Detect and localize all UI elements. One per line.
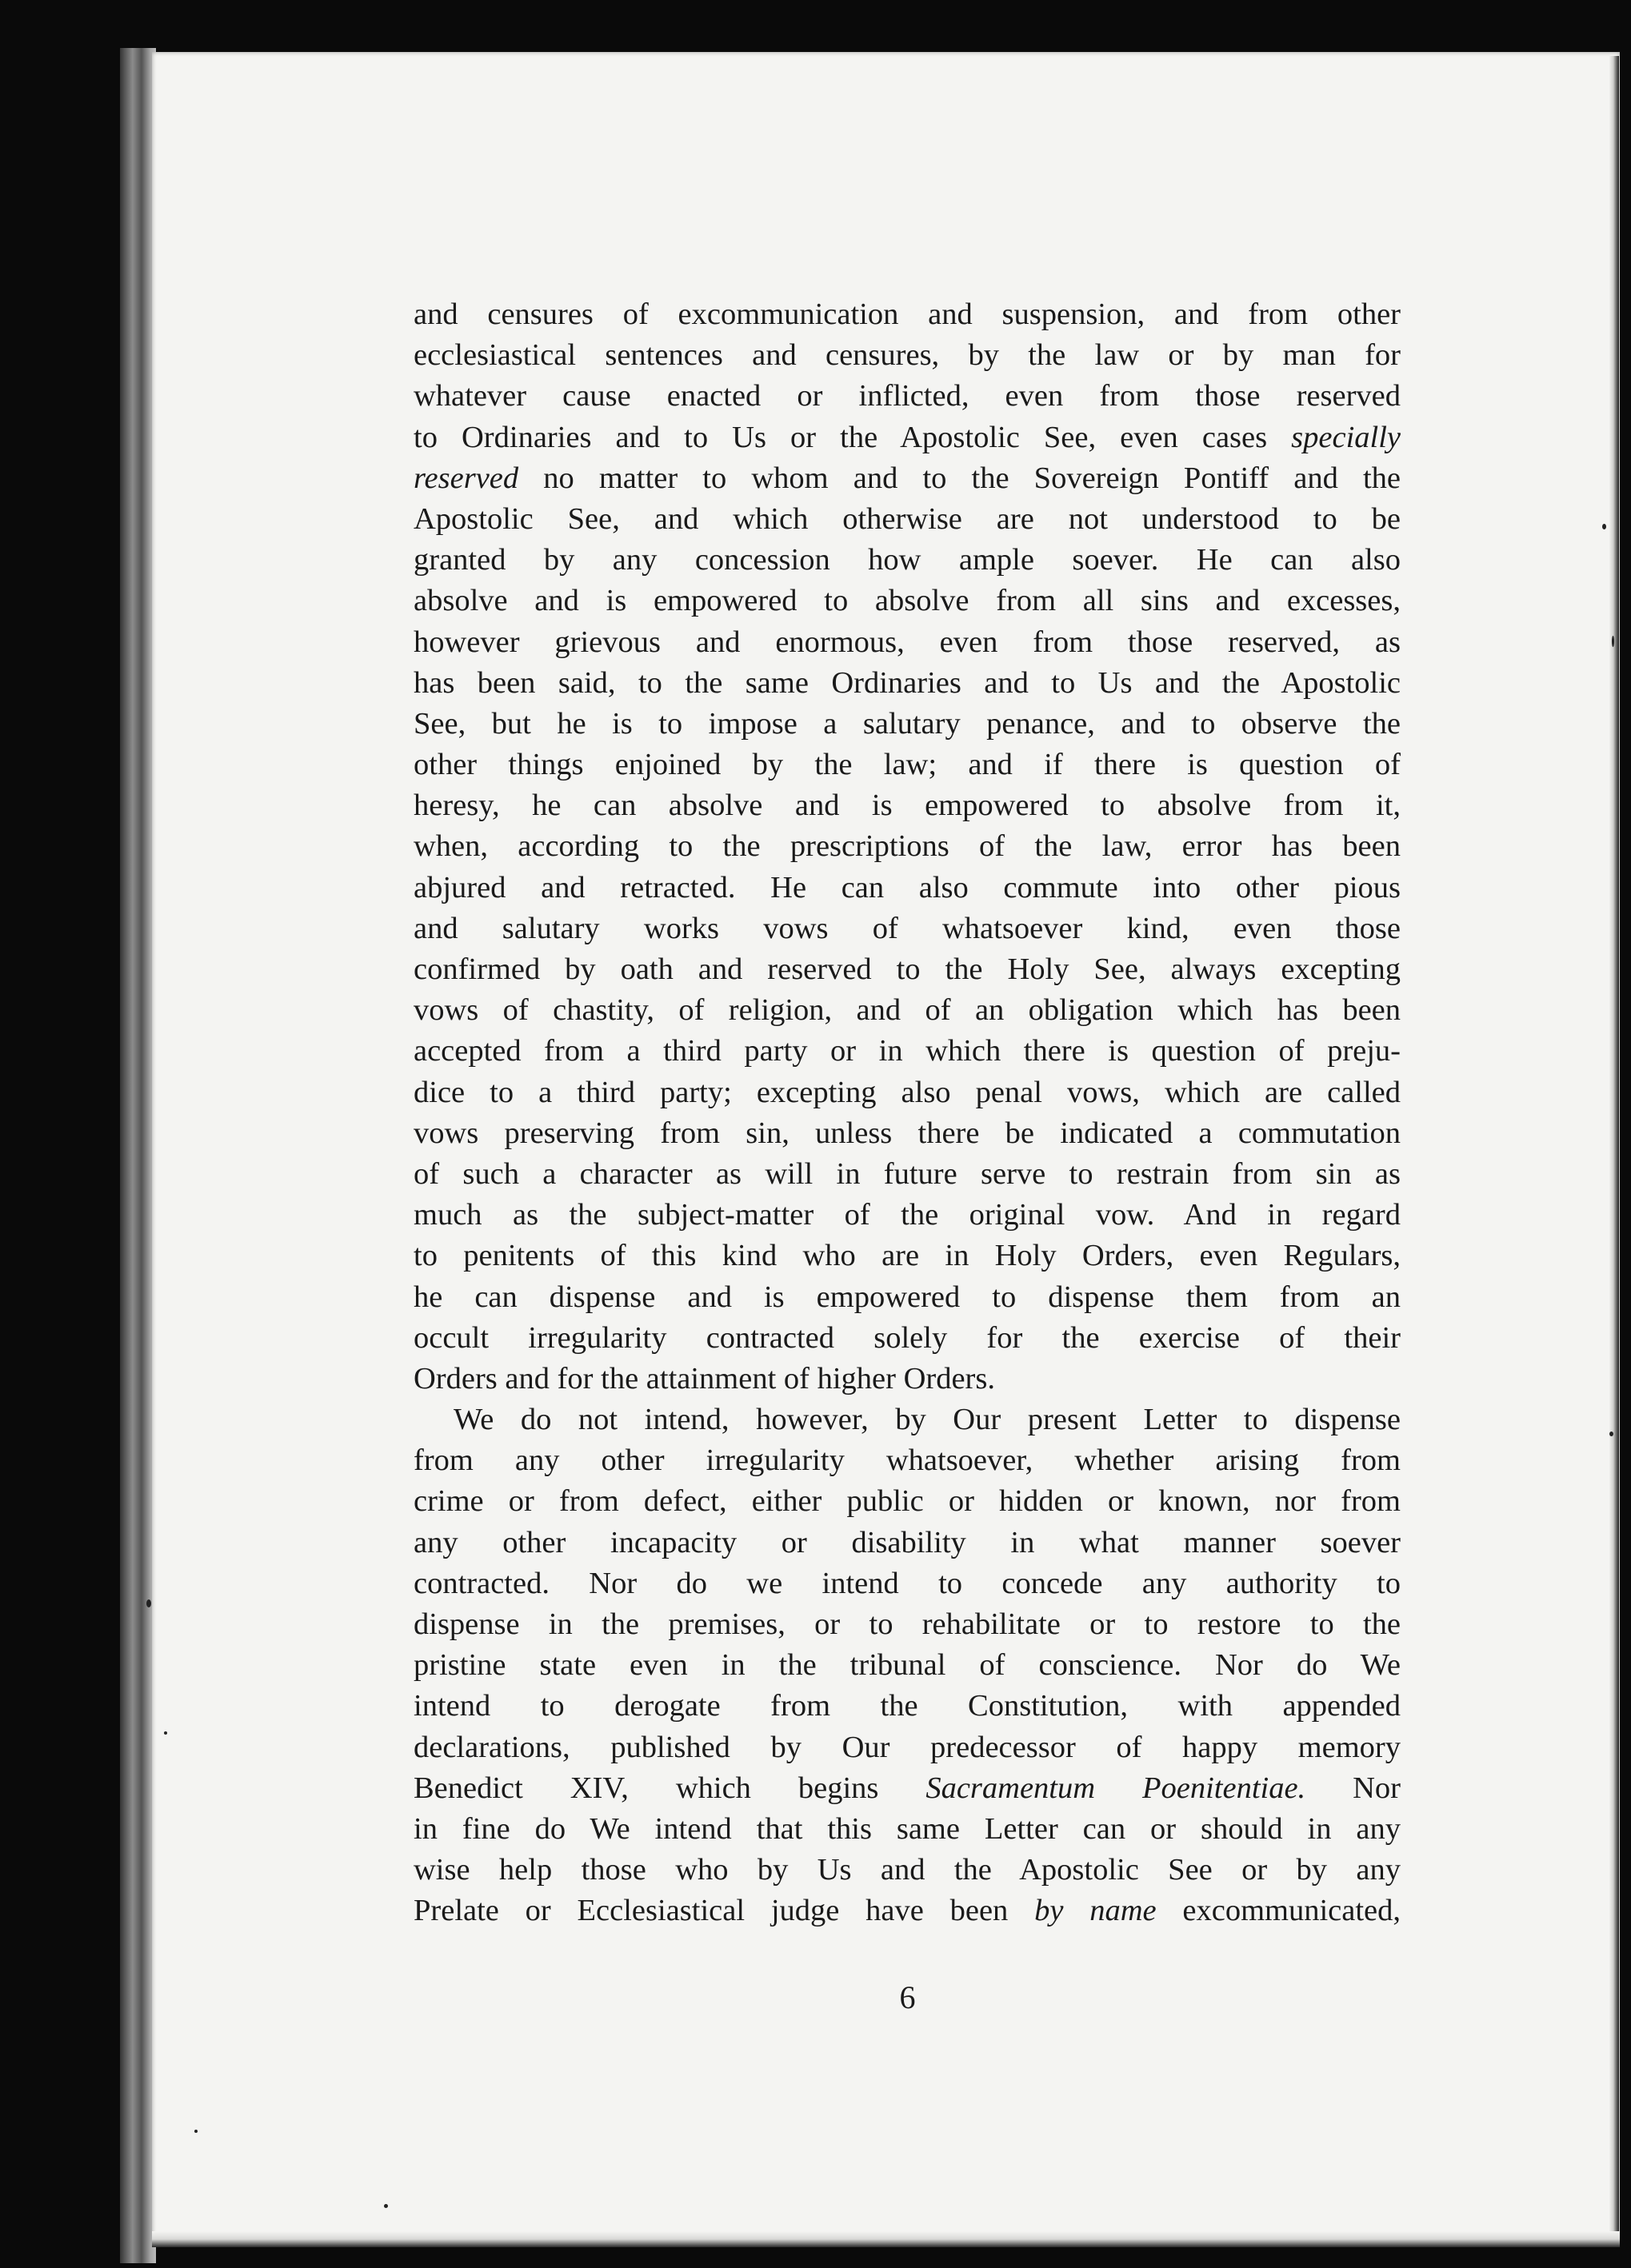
text-line: reserved no matter to whom and to the Sovereign Pontiff and the [414,461,1401,495]
text-line: Prelate or Ecclesiastical judge have been by name excommunicated, [414,1894,1401,1928]
page-right-edge [1609,56,1619,2247]
text-line: Benedict XIV, which begins Sacramentum Poenitentiae. Nor [414,1771,1401,1805]
text-line: of such a character as will in future serve to restrain from sin as [414,1156,1401,1191]
text-line: accepted from a third party or in which there is question of preju- [414,1034,1401,1068]
text-line: dispense in the premises, or to rehabilitate or to restore to the [414,1607,1401,1641]
text-line: and salutary works vows of whatsoever kind, even those [414,911,1401,945]
text-line: has been said, to the same Ordinaries and to Us and the Apostolic [414,665,1401,700]
scan-speck [384,2204,388,2208]
scan-speck [1612,636,1614,647]
text-line: he can dispense and is empowered to dispense them from an [414,1280,1401,1314]
scan-speck [194,2130,198,2133]
text-line: Apostolic See, and which otherwise are not understood to be [414,501,1401,536]
text-line: whatever cause enacted or inflicted, even from those reserved [414,379,1401,413]
text-line: vows of chastity, of religion, and of an obligation which has been [414,993,1401,1028]
text-line: wise help those who by Us and the Apostolic See or by any [414,1853,1401,1887]
italic-emphasis: Sacramentum Poenitentiae. [925,1771,1306,1805]
text-line: and censures of excommunication and suspension, and from other [414,297,1401,331]
text-line: much as the subject-matter of the original vow. And in regard [414,1198,1401,1232]
text-line: dice to a third party; excepting also penal vows, which are called [414,1075,1401,1109]
text-line: contracted. Nor do we intend to concede any authority to [414,1566,1401,1600]
italic-emphasis: specially [1291,420,1401,454]
text-line: absolve and is empowered to absolve from all sins and excesses, [414,584,1401,618]
text-line: See, but he is to impose a salutary penance, and to observe the [414,706,1401,741]
text-line: any other incapacity or disability in what manner soever [414,1525,1401,1559]
text-line: from any other irregularity whatsoever, whether arising from [414,1443,1401,1478]
text-line: however grievous and enormous, even from those reserved, as [414,625,1401,659]
book-spine [120,48,156,2263]
paragraph-first-line: We do not intend, however, by Our present Letter to dispense [454,1403,1401,1437]
text-line: declarations, published by Our predecessor of happy memory [414,1730,1401,1764]
text-line: in fine do We intend that this same Letter can or should in any [414,1811,1401,1846]
italic-emphasis: by name [1034,1894,1157,1928]
text-line: pristine state even in the tribunal of conscience. Nor do We [414,1648,1401,1683]
text-line: crime or from defect, either public or hidden or known, nor from [414,1484,1401,1519]
text-line: granted by any concession how ample soever. He can also [414,543,1401,577]
scan-speck [146,1599,151,1607]
text-line: when, according to the prescriptions of the law, error has been [414,829,1401,864]
text-line: occult irregularity contracted solely for the exercise of their [414,1320,1401,1355]
text-line: heresy, he can absolve and is empowered to absolve from it, [414,789,1401,823]
text-line: intend to derogate from the Constitution, with appended [414,1689,1401,1723]
scan-speck [1609,1431,1613,1436]
body-text [414,294,1401,1932]
text-line: vows preserving from sin, unless there be indicated a commutation [414,1116,1401,1150]
text-line: to Ordinaries and to Us or the Apostolic See, even cases specially [414,420,1401,454]
text-line: abjured and retracted. He can also commute into other pious [414,870,1401,904]
text-line: other things enjoined by the law; and if there is question of [414,748,1401,782]
paragraph-last-line: Orders and for the attainment of higher Orders. [414,1361,995,1396]
text-line: ecclesiastical sentences and censures, by the law or by man for [414,338,1401,373]
page-number: 6 [899,1979,916,2015]
text-line: to penitents of this kind who are in Holy Orders, even Regulars, [414,1239,1401,1273]
scan-speck [1602,524,1606,529]
text-line: confirmed by oath and reserved to the Holy See, always excepting [414,952,1401,986]
scan-speck [164,1731,167,1735]
page-bottom-edge [152,2231,1620,2247]
italic-emphasis: reserved [414,461,519,495]
